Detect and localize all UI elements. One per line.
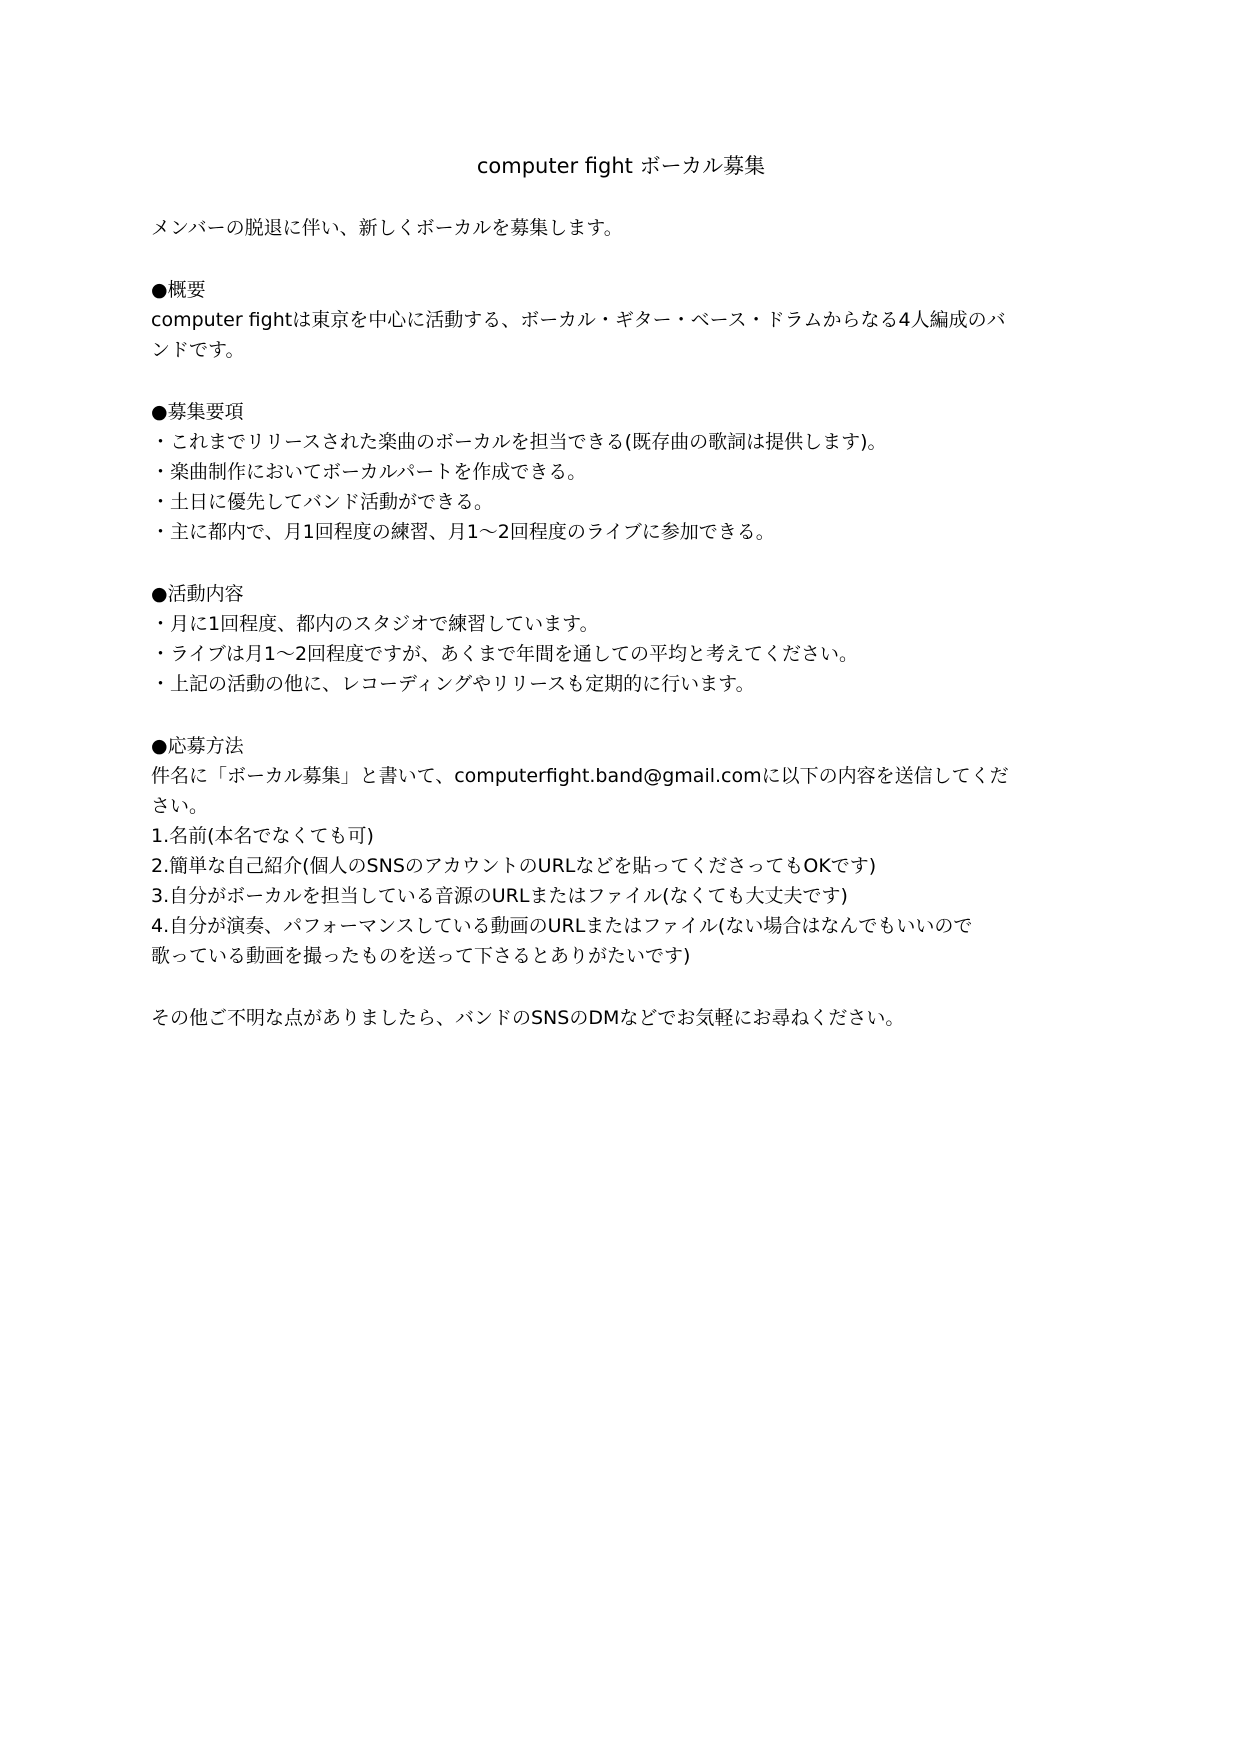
requirements-item: ・主に都内で、月1回程度の練習、月1～2回程度のライブに参加できる。 <box>151 521 775 543</box>
overview-heading: ●概要 <box>151 279 206 301</box>
application-line: 4.自分が演奏、パフォーマンスしている動画のURLまたはファイル(ない場合はなんでもいいので <box>151 915 973 937</box>
intro-text: メンバーの脱退に伴い、新しくボーカルを募集します。 <box>151 217 623 239</box>
activities-item: ・ライブは月1～2回程度ですが、あくまで年間を通しての平均と考えてください。 <box>151 643 859 665</box>
application-line: 3.自分がボーカルを担当している音源のURLまたはファイル(なくても大丈夫です) <box>151 885 848 907</box>
overview-line: computer fightは東京を中心に活動する、ボーカル・ギター・ベース・ドラムからなる4人編成のバ <box>151 309 1006 331</box>
application-line: さい。 <box>151 795 209 817</box>
closing-text: その他ご不明な点がありましたら、バンドのSNSのDMなどでお気軽にお尋ねください。 <box>151 1007 905 1029</box>
application-line: 歌っている動画を撮ったものを送って下さるとありがたいです) <box>151 945 691 967</box>
requirements-item: ・楽曲制作においてボーカルパートを作成できる。 <box>151 461 587 483</box>
application-line: 1.名前(本名でなくても可) <box>151 825 374 847</box>
activities-heading: ●活動内容 <box>151 583 244 605</box>
document-title: computer fight ボーカル募集 <box>476 154 766 178</box>
activities-item: ・上記の活動の他に、レコーディングやリリースも定期的に行います。 <box>151 673 755 695</box>
activities-item: ・月に1回程度、都内のスタジオで練習しています。 <box>151 613 599 635</box>
requirements-item: ・土日に優先してバンド活動ができる。 <box>151 491 494 513</box>
application-line: 件名に「ボーカル募集」と書いて、computerfight.band@gmail.comに以下の内容を送信してくだ <box>151 765 1009 787</box>
application-heading: ●応募方法 <box>151 735 244 757</box>
requirements-item: ・これまでリリースされた楽曲のボーカルを担当できる(既存曲の歌詞は提供します)。 <box>151 431 887 453</box>
application-line: 2.簡単な自己紹介(個人のSNSのアカウントのURLなどを貼ってくださってもOKです) <box>151 855 877 877</box>
overview-line: ンドです。 <box>151 339 245 361</box>
requirements-heading: ●募集要項 <box>151 401 244 423</box>
